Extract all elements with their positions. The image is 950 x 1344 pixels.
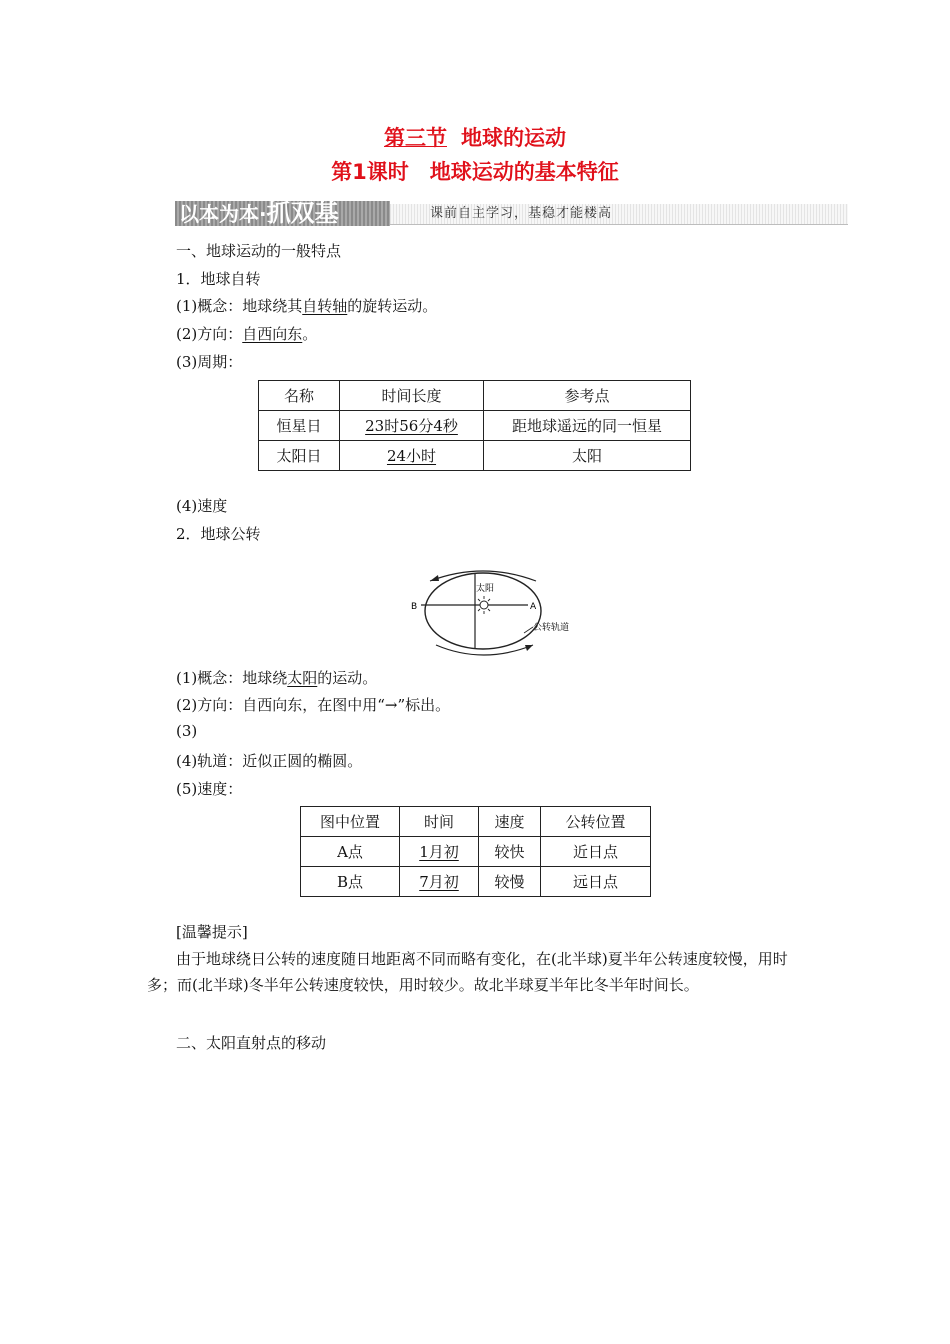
table-header: 图中位置 (301, 807, 400, 837)
text: 。 (302, 325, 318, 343)
rotation-direction (176, 323, 317, 344)
revolution-direction: (2)方向：自西向东，在图中用“→”标出。 (176, 696, 451, 714)
heading-rotation: 1．地球自转 (176, 270, 261, 288)
banner-label-left: 以本为本· (179, 202, 267, 226)
table-row (301, 867, 651, 897)
revolution-orbit: (4)轨道：近似正圆的椭圆。 (176, 752, 363, 770)
answer-blank: 23时56分4秒 (365, 417, 458, 435)
banner-label-emphasis: 抓双基 (266, 199, 339, 227)
table-cell: B点 (301, 867, 400, 897)
answer-blank: 7月初 (419, 873, 459, 891)
table-header: 时间长度 (340, 381, 484, 411)
table-header: 时间 (400, 807, 479, 837)
table-cell: 恒星日 (259, 411, 340, 441)
table-header: 名称 (259, 381, 340, 411)
answer-blank: 24小时 (386, 447, 437, 465)
revolution-speed: (5)速度： (176, 780, 243, 798)
revolution-concept (176, 667, 377, 688)
rotation-concept (176, 295, 437, 316)
section-banner (175, 201, 848, 226)
revolution-item-3: (3) (176, 722, 198, 740)
orbit-label: 公转轨道 (533, 623, 570, 633)
orbit-diagram (408, 565, 586, 665)
table-cell: 较快 (479, 837, 541, 867)
table-cell (400, 837, 479, 867)
table-header-row (301, 807, 651, 837)
banner-slogan: 课前自主学习，基稳才能楼高 (430, 206, 613, 221)
table-row (259, 441, 691, 471)
answer-blank: 太阳 (287, 669, 318, 687)
text: (1)概念：地球绕 (176, 669, 288, 687)
table-cell (340, 411, 484, 441)
orbit-arrow-bottom (436, 645, 533, 655)
table-row (259, 411, 691, 441)
arrow-head-bottom (525, 645, 533, 651)
point-b-label: B (411, 602, 418, 612)
text: (2)方向： (176, 325, 243, 343)
table-cell (400, 867, 479, 897)
heading-direct-point: 二、太阳直射点的移动 (176, 1034, 327, 1052)
banner-label (175, 201, 390, 226)
answer-blank: 自西向东 (242, 325, 303, 343)
table-header: 参考点 (484, 381, 691, 411)
text: (1)概念：地球绕其 (176, 297, 303, 315)
table-cell: 太阳日 (259, 441, 340, 471)
rotation-period-table (258, 380, 691, 471)
sun-label: 太阳 (476, 584, 495, 594)
table-header: 速度 (479, 807, 541, 837)
arrow-head-top (430, 575, 439, 581)
table-cell: 近日点 (541, 837, 651, 867)
answer-blank: 自转轴 (302, 297, 348, 315)
table-cell: 远日点 (541, 867, 651, 897)
heading-revolution: 2．地球公转 (176, 525, 261, 543)
text: 的旋转运动。 (347, 297, 438, 315)
tip-label: [温馨提示] (176, 923, 248, 941)
section-number: 第三节 (384, 126, 447, 150)
text: 的运动。 (317, 669, 378, 687)
heading-general-features: 一、地球运动的一般特点 (176, 242, 342, 260)
sun-icon (480, 601, 488, 609)
table-cell: 距地球遥远的同一恒星 (484, 411, 691, 441)
lesson-title: 第1课时 地球运动的基本特征 (331, 160, 619, 184)
rotation-period: (3)周期： (176, 353, 243, 371)
point-a-label: A (530, 602, 537, 612)
section-topic: 地球的运动 (461, 126, 566, 150)
table-row (301, 837, 651, 867)
table-header: 公转位置 (541, 807, 651, 837)
section-title (0, 122, 950, 152)
tip-paragraph: 由于地球绕日公转的速度随日地距离不同而略有变化，在(北半球)夏半年公转速度较慢，用时多；而(北半球)冬半年公转速度较快，用时较少。故北半球夏半年比冬半年时间长。 (147, 950, 788, 994)
revolution-speed-table (300, 806, 651, 897)
table-header-row (259, 381, 691, 411)
table-cell: 太阳 (484, 441, 691, 471)
table-cell: A点 (301, 837, 400, 867)
table-cell (340, 441, 484, 471)
banner-slogan-bar (390, 204, 848, 225)
table-cell: 较慢 (479, 867, 541, 897)
answer-blank: 1月初 (419, 843, 459, 861)
rotation-speed: (4)速度 (176, 497, 228, 515)
